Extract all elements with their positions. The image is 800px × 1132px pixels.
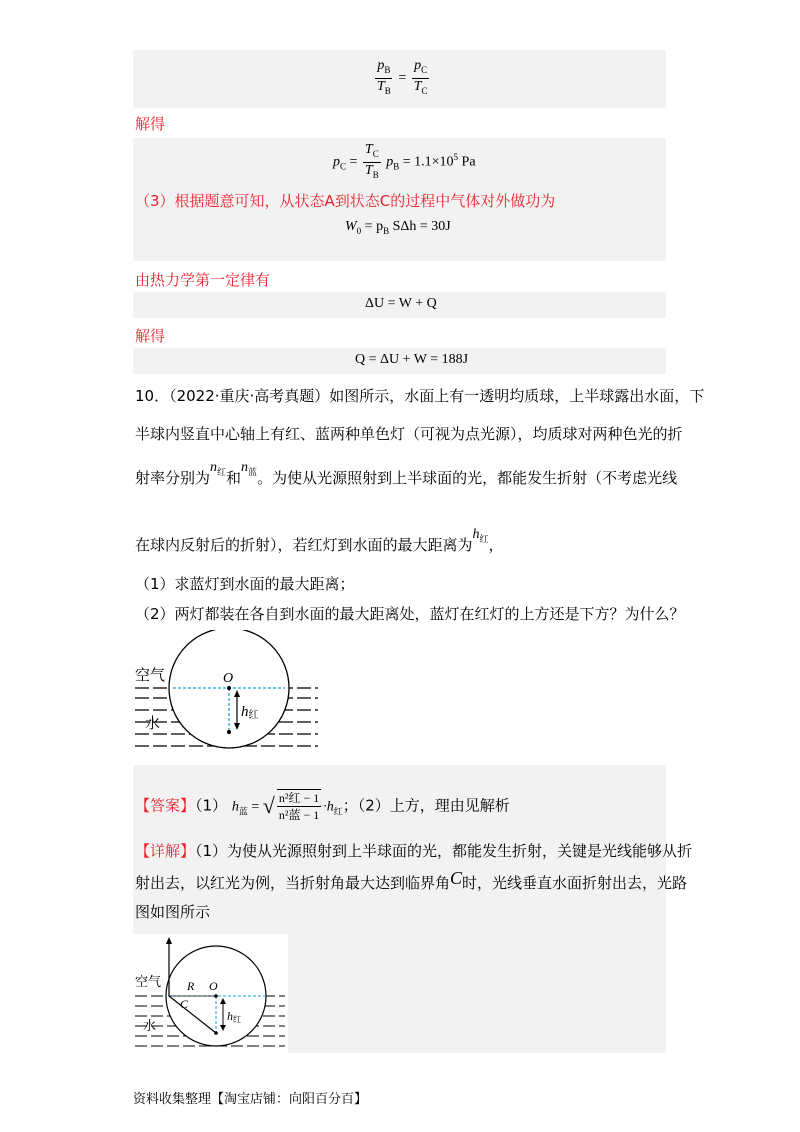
fig2-h-label: h红	[227, 1009, 241, 1024]
answer-line: 【答案】（1） $h_蓝$ = √ $\frac{\text{n²红 − 1}}{\text{n²蓝 − 1}}$ $\cdot h_红$；（2）上方，理由见解析	[135, 791, 510, 822]
q10-line2: 半球内竖直中心轴上有红、蓝两种单色灯（可视为点光源），均质球对两种色光的折	[135, 425, 683, 443]
q10-sub1: （1）求蓝灯到水面的最大距离；	[135, 575, 355, 593]
sphere-figure-2	[133, 934, 288, 1054]
detail-tag: 【详解】	[135, 842, 196, 860]
thermo-law-text: 由热力学第一定律有	[135, 271, 271, 289]
equation-work: $W_0 = p_B$ SΔh = 30J	[345, 219, 451, 236]
q10-sub2: （2）两灯都装在各自到水面的最大距离处，蓝灯在红灯的上方还是下方？为什么？	[135, 605, 685, 623]
fig2-o-label: O	[209, 979, 218, 993]
footer-source: 资料收集整理【淘宝店铺：向阳百分百】	[133, 1092, 368, 1107]
solve-label-2: 解得	[135, 327, 166, 345]
fig1-h-label: h红	[241, 704, 259, 721]
fig2-water-label: 水	[143, 1019, 157, 1034]
equation-pb-tb: $\frac{p_B}{T_B}$ = $\frac{p_C}{T_C}$	[377, 58, 428, 96]
fig1-center-label: O	[223, 671, 234, 686]
detail-line3: 图如图所示	[135, 903, 211, 921]
sphere-figure-1	[133, 630, 323, 755]
part3-text: （3）根据题意可知，从状态A到状态C的过程中气体对外做功为	[135, 192, 556, 210]
fig1-water-label: 水	[145, 714, 161, 732]
equation-first-law: ΔU = W + Q	[365, 296, 437, 311]
q10-line4: 在球内反射后的折射），若红灯到水面的最大距离为$h_红$，	[135, 527, 504, 554]
detail-line2: 射出去，以红光为例，当折射角最大达到临界角C时，光线垂直水面折射出去，光路	[135, 868, 688, 892]
solve-label-1: 解得	[135, 115, 166, 133]
equation-pc: $p_C$ = $\frac{T_C}{T_B}$ $p_B = 1.1\times 10^5$ Pa	[333, 142, 476, 180]
fig2-c-label: C	[180, 997, 189, 1011]
detail-line1: 【详解】（1）为使从光源照射到上半球面的光，都能发生折射，关键是光线能够从折	[135, 842, 693, 860]
equation-q: Q = ΔU + W = 188J	[355, 352, 469, 367]
fig1-air-label: 空气	[135, 666, 166, 684]
answer-tag: 【答案】	[135, 796, 196, 815]
q10-line3: 射率分别为$n_红$和$n_蓝$。为使从光源照射到上半球面的光，都能发生折射（不考虑光线	[135, 460, 678, 487]
fig2-r-label: R	[187, 979, 195, 993]
fig2-air-label: 空气	[135, 975, 162, 990]
q10-line1: 10．（2022·重庆·高考真题）如图所示，水面上有一透明均质球，上半球露出水面，下	[135, 387, 705, 405]
